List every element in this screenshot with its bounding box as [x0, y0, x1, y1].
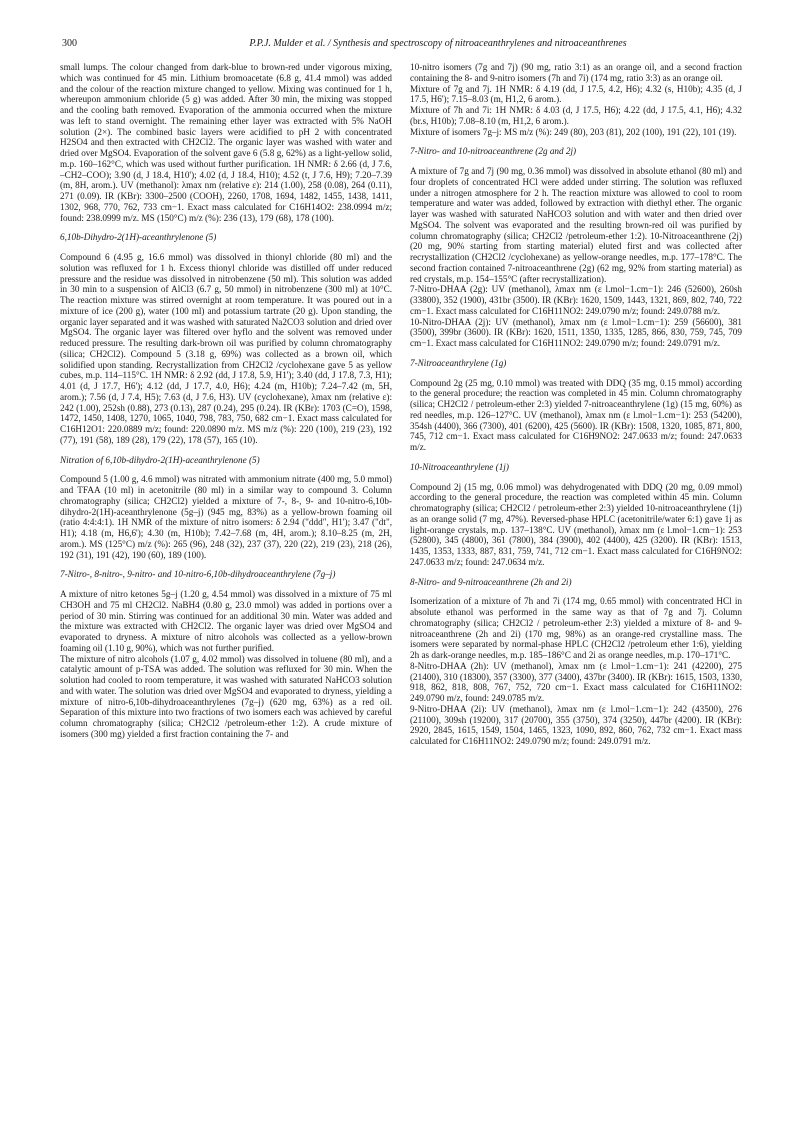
page-number: 300	[62, 38, 77, 49]
body-paragraph: A mixture of 7g and 7j (90 mg, 0.36 mmol) was dissolved in absolute ethanol (80 ml) and four droplets of concentrated HCl were added under stirring. The solution was refluxed under a nitrogen atmosphere for 2 h. The reaction mixture was allowed to cool to room temperature and water was added, followed by extraction with diethyl ether. The organic layer was washed with saturated NaHCO3 solution and with water and then dried over MgSO4. The solvent was evaporated and the resulting brown-red oil was purified by column chromatography (silica; CH2Cl2 /petroleum-ether 1:2). 10-Nitroaceanthrene (2j) (20 mg, 90% starting from starting material) eluted first and was collected after recrystallization (CH2Cl2 /cyclohexane) as yellow-orange needles, m.p. 177–178°C. The second fraction contained 7-nitroaceanthrene (2g) (62 mg, 92% from starting material) as red crystals, m.p. 154–155°C (after recrystallization).	[410, 166, 742, 284]
body-paragraph: 7-Nitro-DHAA (2g): UV (methanol), λmax nm (ε l.mol−1.cm−1): 246 (52600), 260sh (33800), 352 (1900), 431br (3500). IR (KBr): 1620, 1509, 1443, 1321, 869, 802, 740, 722 cm−1. Exact mass calculated for C16H11NO2: 249.0790 m/z; found: 249.0788 m/z.	[410, 284, 742, 316]
body-paragraph: Mixture of 7h and 7i: 1H NMR: δ 4.03 (d, J 17.5, H6); 4.22 (dd, J 17.5, 4.1, H6); 4.32 (br.s, H10b); 7.08–8.10 (m, H1,2, 6 arom.).	[410, 105, 742, 126]
body-paragraph: Compound 2j (15 mg, 0.06 mmol) was dehydrogenated with DDQ (20 mg, 0.09 mmol) according to the general procedure, the reaction was completed within 45 min. Column chromatography (silica; CH2Cl2 / petroleum-ether 2:3) yielded 10-nitroaceanthrylene (1j) as an orange solid (7 mg, 47%). Reversed-phase HPLC (acetonitrile/water 6:1) gave 1j as light-orange crystals, m.p. 137–138°C. UV (methanol), λmax nm (ε l.mol−1.cm−1): 253 (52800), 345 (4800), 361 (7800), 384 (3900), 402 (4400), 425 (3200). IR (KBr): 1513, 1435, 1353, 1333, 887, 831, 759, 741, 712 cm−1. Exact mass calculated for C16H9NO2: 247.0633 m/z; found: 247.0634 m/z.	[410, 481, 742, 567]
body-paragraph: Compound 5 (1.00 g, 4.6 mmol) was nitrated with ammonium nitrate (400 mg, 5.0 mmol) and TFAA (10 ml) in acetonitrile (80 ml) in a similar way to compound 3. Column chromatography (silica; CH2Cl2) yielded a mixture of 7-, 8-, 9- and 10-nitro-6,10b-dihydro-2(1H)-aceanthrylenone (5g–j) (945 mg, 83%) as a yellow-brown foaming oil (ratio 4:4:4:1). 1H NMR of the mixture of nitro isomers: δ 2.94 ("ddd", H1'); 3.47 ("dt", H1); 4.18 (m, H6,6'); 4.30 (m, H10b); 7.42–7.68 (m, 4H, arom.); 8.10–8.25 (m, 2H, arom.). MS (125°C) m/z (%): 265 (96), 248 (32), 237 (37), 220 (22), 219 (23), 218 (26), 192 (31), 191 (42), 190 (60), 189 (100).	[60, 474, 392, 560]
section-heading: 6,10b-Dihydro-2(1H)-aceanthrylenone (5)	[60, 232, 217, 243]
section-heading: 7-Nitro-, 8-nitro-, 9-nitro- and 10-nitro-6,10b-dihydroaceanthrylene (7g–j)	[60, 569, 336, 580]
right-column	[410, 62, 742, 747]
body-paragraph: A mixture of nitro ketones 5g–j (1.20 g, 4.54 mmol) was dissolved in a mixture of 75 ml CH3OH and 75 ml CH2Cl2. NaBH4 (0.80 g, 23.0 mmol) was added in portions over a period of 30 min. Stirring was continued for an additional 30 min. Water was added and the mixture was extracted with CH2Cl2. The organic layer was dried over MgSO4 and evaporated to dryness. A mixture of nitro alcohols was collected as a yellow-brown foaming oil (1.10 g, 90%), which was not further purified.	[60, 589, 392, 653]
body-paragraph: Compound 2g (25 mg, 0.10 mmol) was treated with DDQ (35 mg, 0.15 mmol) according to the general procedure; the reaction was completed in 45 min. Column chromatography (silica; CH2Cl2 / petroleum-ether 2:3) yielded 7-nitroaceanthrylene (1g) (15 mg, 60%) as red needles, m.p. 126–127°C. UV (methanol), λmax nm (ε l.mol−1.cm−1): 253 (54200), 354sh (4400), 366 (7300), 401 (6200), 425 (5600). IR (KBr): 1508, 1320, 1085, 871, 800, 745, 712 cm−1. Exact mass calculated for C16H9NO2: 247.0633 m/z; found: 247.0633 m/z.	[410, 377, 742, 452]
body-paragraph: Isomerization of a mixture of 7h and 7i (174 mg, 0.65 mmol) with concentrated HCl in absolute ethanol was performed in the same way as that of 7g and 7j. Column chromatography (silica; CH2Cl2 / petroleum-ether 2:3) yielded a mixture of 8- and 9-nitroaceanthrene (2h and 2i) (170 mg, 98%) as an orange-red crystalline mass. The isomers were separated by normal-phase HPLC (CH2Cl2 /petroleum ether 1:6), yielding 2h as dark-orange needles, m.p. 185–186°C and 2i as orange needles, m.p. 170–171°C.	[410, 596, 742, 660]
body-paragraph: Compound 6 (4.95 g, 16.6 mmol) was dissolved in thionyl chloride (80 ml) and the solution was refluxed for 1 h. Excess thionyl chloride was distilled off under reduced pressure and the residue was dissolved in nitrobenzene (50 ml). This solution was added in 30 min to a suspension of AlCl3 (6.7 g, 50 mmol) in nitrobenzene (300 ml) at 10°C. The reaction mixture was stirred overnight at room temperature. It was poured out in a mixture of ice (200 g), water (100 ml) and potassium tartrate (20 g). Upon standing, the organic layer separated and it was washed with saturated Na2CO3 solution and dried over MgSO4. The organic layer was filtered over hyflo and the solvent was removed under reduced pressure. The resulting dark-brown oil was purified by column chromatography (silica; CH2Cl2). Compound 5 (3.18 g, 69%) was collected as a brown oil, which solidified upon standing. Recrystallization from CH2Cl2 /cyclohexane gave 5 as yellow cubes, m.p. 114–115°C. 1H NMR: δ 2.92 (dd, J 17.8, 5.9, H1'); 3.40 (dd, J 17.8, 7.3, H1); 4.01 (d, J 17.7, H6'); 4.12 (dd, J 17.7, 4.0, H6); 4.24 (m, H10b); 7.24–7.42 (m, 5H, arom.); 7.56 (d, J 7.4, H5); 7.63 (d, J 7.6, H3). UV (cyclohexane), λmax nm (relative ε): 242 (1.00), 252sh (0.88), 273 (0.13), 287 (0.24), 295 (0.24). IR (KBr): 1703 (C=O), 1598, 1472, 1450, 1408, 1270, 1065, 1040, 798, 783, 750, 682 cm−1. Exact mass calculated for C16H12O1: 220.0889 m/z; found: 220.0890 m/z. MS m/z (%): 220 (100), 219 (23), 192 (77), 191 (58), 189 (28), 179 (22), 178 (57), 165 (10).	[60, 252, 392, 445]
body-paragraph: 10-Nitro-DHAA (2j): UV (methanol), λmax nm (ε l.mol−1.cm−1): 259 (56600), 381 (3500), 399br (3600). IR (KBr): 1620, 1511, 1350, 1335, 1285, 866, 830, 759, 745, 709 cm−1. Exact mass calculated for C16H11NO2: 249.0790 m/z; found: 249.0791 m/z.	[410, 316, 742, 348]
left-column	[60, 62, 392, 740]
section-heading: 7-Nitroaceanthrylene (1g)	[410, 357, 507, 368]
body-paragraph: 8-Nitro-DHAA (2h): UV (methanol), λmax nm (ε l.mol−1.cm−1): 241 (42200), 275 (21400), 310 (18300), 357 (3300), 377 (3400), 437br (3400). IR (KBr): 1615, 1503, 1330, 918, 862, 818, 808, 767, 752, 720 cm−1. Exact mass calculated for C16H11NO2: 249.0790 m/z, found: 249.0785 m/z.	[410, 660, 742, 703]
running-head: P.P.J. Mulder et al. / Synthesis and spectroscopy of nitroaceanthrylenes and nitroaceanthrenes	[249, 38, 627, 49]
body-paragraph: small lumps. The colour changed from dark-blue to brown-red under vigorous mixing, which was continued for 45 min. Lithium bromoacetate (6.8 g, 41.4 mmol) was added and the colour of the reaction mixture changed to yellow. Mixing was continued for 1 h, whereupon ammonium chloride (5 g) was added. After 30 min, the mixing was stopped and the cooling bath removed. Evaporation of the ammonia occurred when the mixture was left to stand overnight. The remaining ether layer was extracted with 5% NaOH solution (2×). The combined basic layers were acidified to pH 2 with concentrated H2SO4 and then extracted with CH2Cl2. The organic layer was washed with water and dried over MgSO4. Evaporation of the solvent gave 6 (5.8 g, 62%) as a light-yellow solid, m.p. 160–162°C, which was used without further purification. 1H NMR: δ 2.66 (d, J 7.6, –CH2–COO); 3.90 (d, J 18.4, H10'); 4.02 (d, J 18.4, H10); 4.52 (t, J 7.6, H9); 7.20–7.39 (m, 8H, arom.). UV (methanol): λmax nm (relative ε): 214 (1.00), 258 (0.08), 264 (0.11), 271 (0.09). IR (KBr): 3300–2500 (COOH), 2260, 1708, 1694, 1482, 1455, 1438, 1411, 1302, 968, 770, 762, 733 cm−1. Exact mass calculated for C16H14O2: 238.0994 m/z; found: 238.0999 m/z. MS (150°C) m/z (%): 236 (13), 179 (68), 178 (100).	[60, 62, 392, 223]
section-heading: 8-Nitro- and 9-nitroaceanthrene (2h and 2i)	[410, 576, 572, 587]
body-paragraph: 9-Nitro-DHAA (2i): UV (methanol), λmax nm (ε l.mol−1.cm−1): 242 (43500), 276 (21100), 309sh (19200), 317 (20700), 355 (3750), 374 (3250), 447br (4200). IR (KBr): 2920, 2845, 1615, 1549, 1504, 1465, 1323, 1090, 892, 860, 762, 732 cm−1. Exact mass calculated for C16H11NO2: 249.0790 m/z; found: 249.0791 m/z.	[410, 703, 742, 746]
body-paragraph: Mixture of 7g and 7j. 1H NMR: δ 4.19 (dd, J 17.5, 4.2, H6); 4.32 (s, H10b); 4.35 (d, J 17.5, H6'); 7.15–8.03 (m, H1,2, 6 arom.).	[410, 83, 742, 105]
section-heading: 10-Nitroaceanthrylene (1j)	[410, 461, 509, 472]
body-paragraph: 10-nitro isomers (7g and 7j) (90 mg, ratio 3:1) as an orange oil, and a second fraction containing the 8- and 9-nitro isomers (7h and 7i) (174 mg, ratio 3:3) as an orange oil.	[410, 62, 742, 83]
body-paragraph: The mixture of nitro alcohols (1.07 g, 4.02 mmol) was dissolved in toluene (80 ml), and a catalytic amount of p-TSA was added. The solution was refluxed for 30 min. When the solution had cooled to room temperature, it was washed with saturated NaHCO3 solution and with water. The solution was dried over MgSO4 and evaporated to dryness, yielding a mixture of nitro-6,10b-dihydroaceanthrylenes (7g–j) (620 mg, 63%) as a red oil. Separation of this mixture into two fractions of two isomers each was achieved by careful column chromatography (silica; CH2Cl2 /petroleum-ether 1:2). A crude mixture of isomers (300 mg) yielded a first fraction containing the 7- and	[60, 653, 392, 739]
section-heading: 7-Nitro- and 10-nitroaceanthrene (2g and 2j)	[410, 146, 577, 157]
section-heading: Nitration of 6,10b-dihydro-2(1H)-aceanthrylenone (5)	[60, 454, 260, 465]
running-header	[62, 38, 752, 54]
body-paragraph: Mixture of isomers 7g–j: MS m/z (%): 249 (80), 203 (81), 202 (100), 191 (22), 101 (19).	[410, 126, 737, 137]
